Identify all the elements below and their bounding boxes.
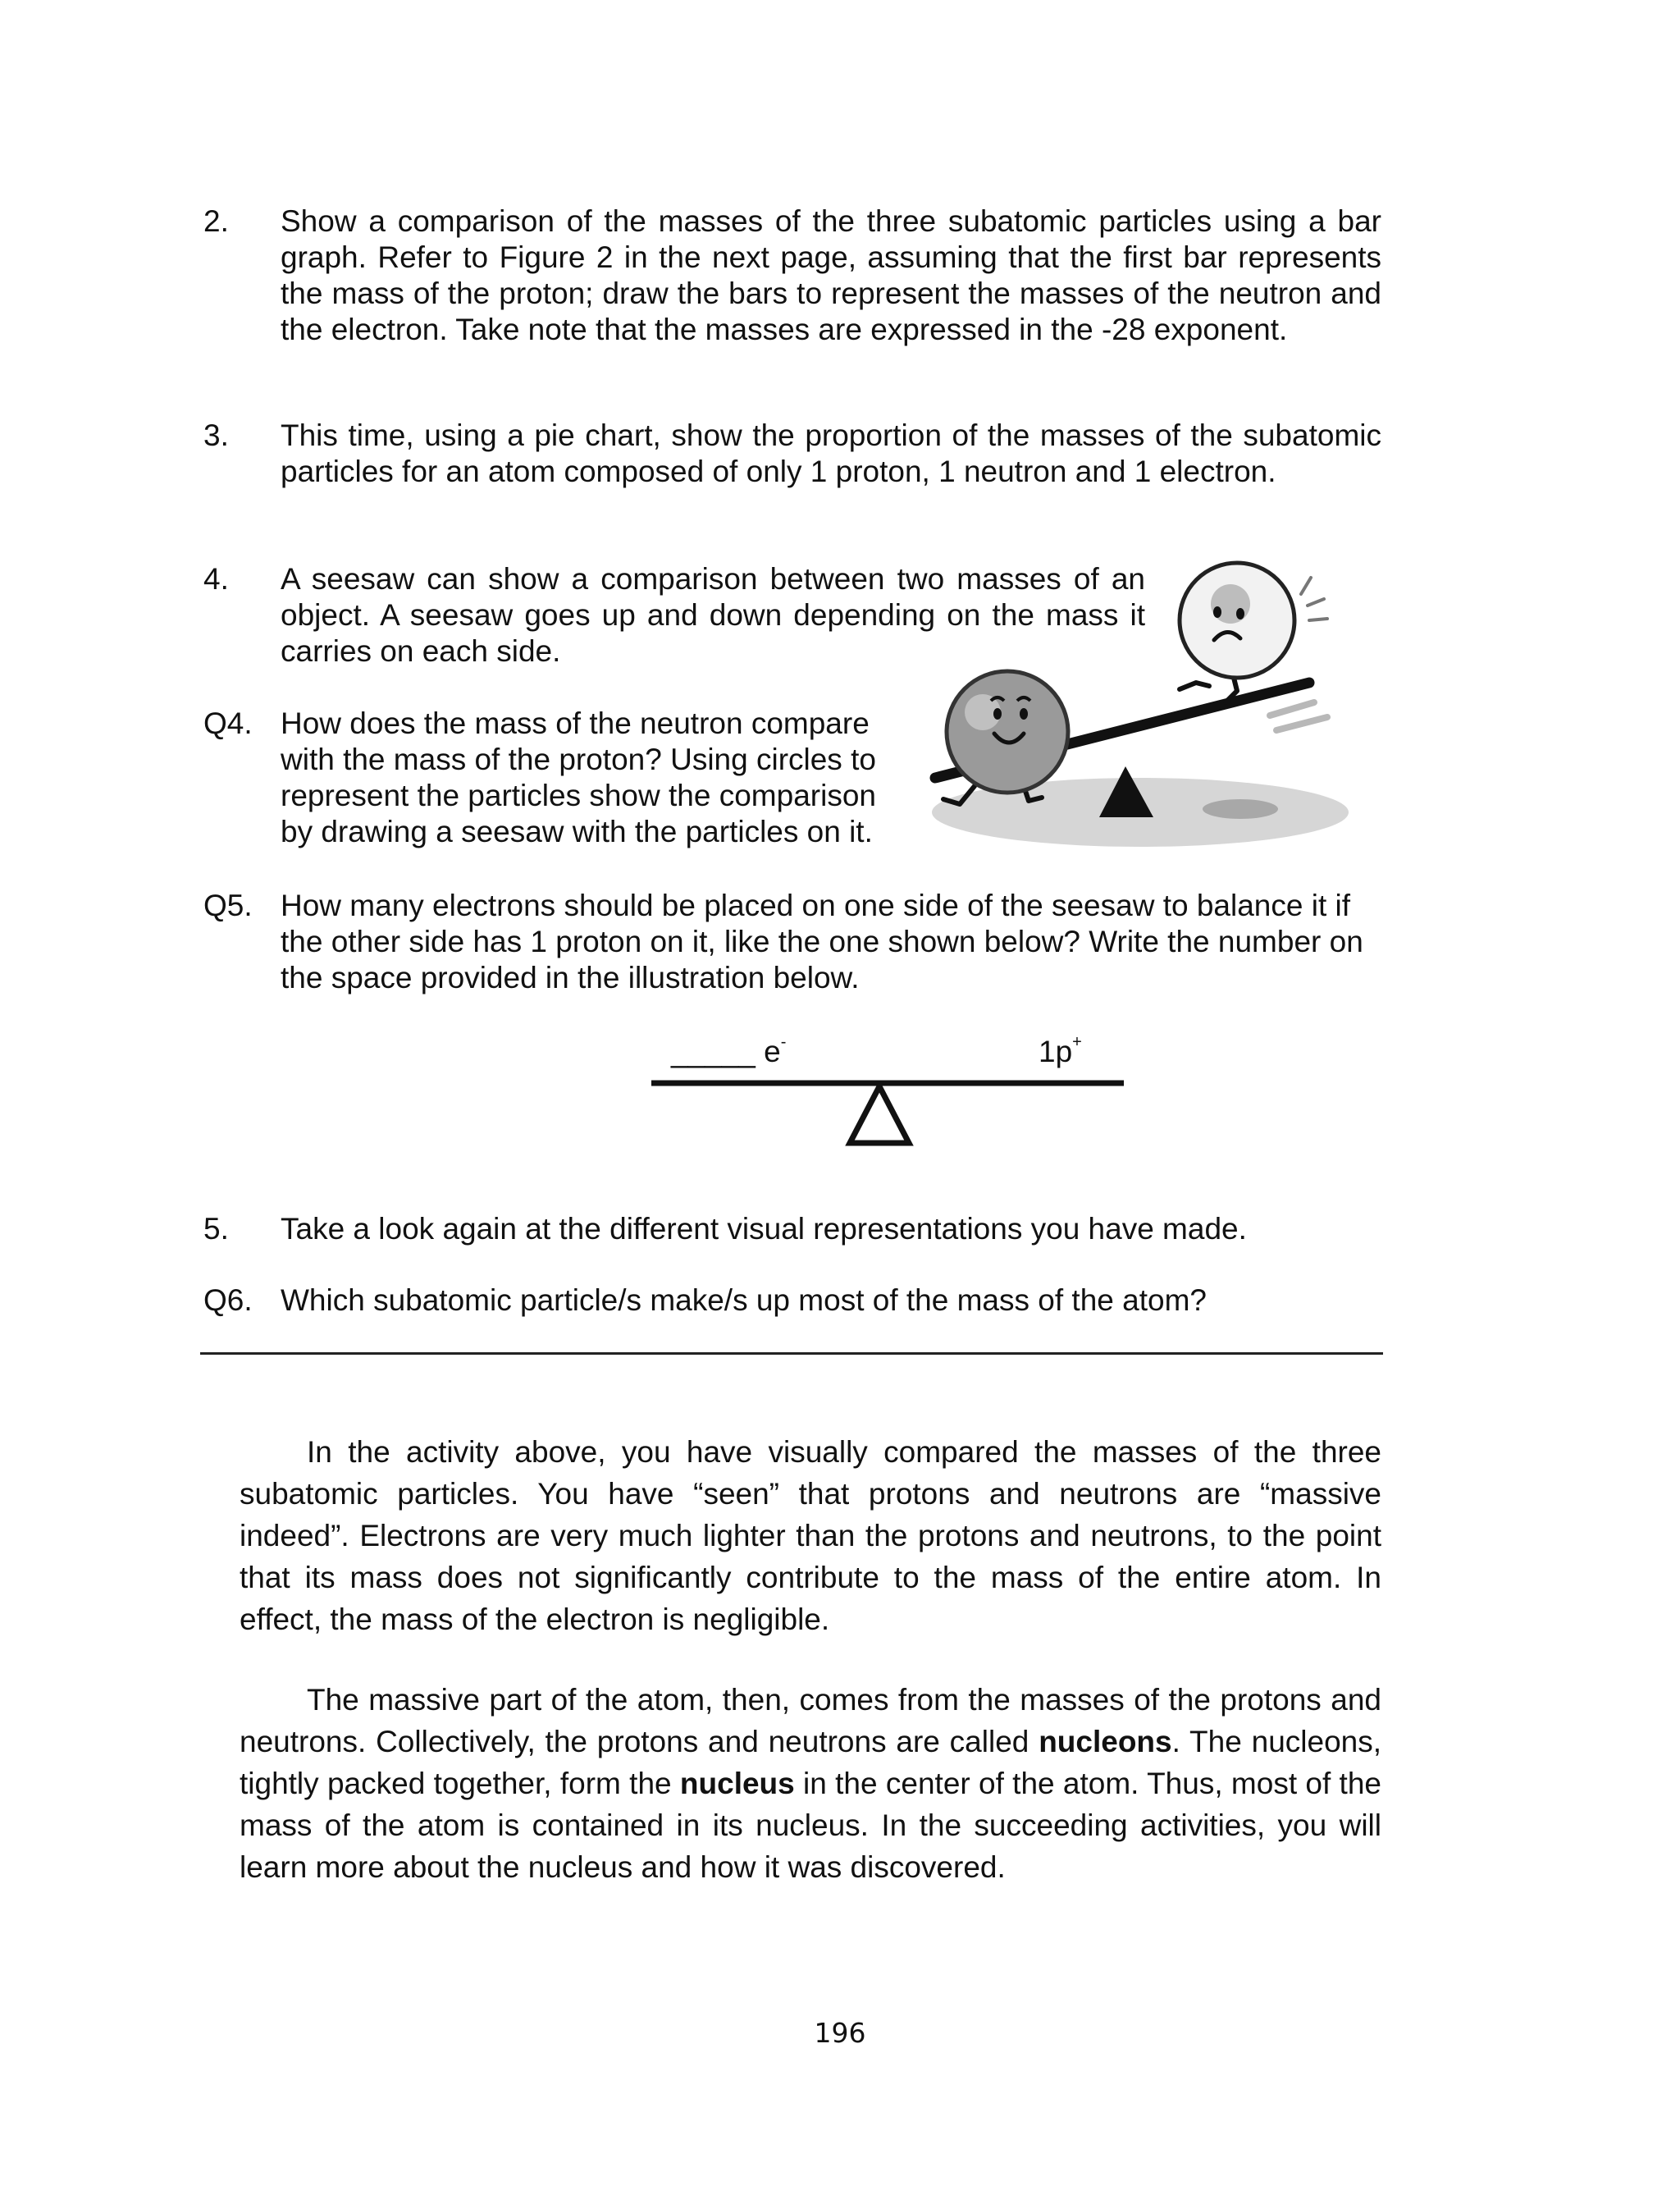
shadow-spot [1203, 799, 1278, 819]
summary-paragraph-1: In the activity above, you have visually compared the masses of the three subatomic particles. You have “seen” that protons and neutrons are “massive indeed”. Electrons are very much lighter than the protons and neutrons, to the point that its mass does not significantly contribute to the mass of the entire atom. In effect, the mass of the electron is negligible. [240, 1435, 1381, 1636]
item-number: 3. [203, 418, 229, 452]
electron-symbol: e [764, 1035, 781, 1068]
question-text: How does the mass of the neutron compare with the mass of the proton? Using circles to represent the particles show the comparison by drawing a seesaw with the particles on it. [281, 706, 876, 848]
term-nucleons: nucleons [1039, 1725, 1172, 1758]
balance-seesaw-diagram [648, 1032, 1132, 1155]
proton-charge: + [1072, 1033, 1082, 1051]
seesaw-illustration [925, 555, 1354, 853]
answer-blank[interactable]: _____ [671, 1035, 756, 1068]
proton-symbol: 1p [1039, 1035, 1073, 1068]
balance-drawing [648, 1032, 1132, 1155]
motion-lines-icon [1270, 702, 1327, 730]
item-text: This time, using a pie chart, show the proportion of the masses of the subatomic particles for an atom composed of only 1 proton, 1 neutron and 1 electron. [281, 418, 1381, 488]
item-text: Show a comparison of the masses of the three subatomic particles using a bar graph. Refer to Figure 2 in the next page, assuming that the first bar represents the mass of the proton; draw the bars to represent the masses of the neutron and the electron. Take note that the masses are expressed in the -28 exponent. [281, 204, 1381, 346]
question-text: Which subatomic particle/s make/s up most of the mass of the atom? [281, 1283, 1207, 1317]
question-number: Q6. [203, 1283, 253, 1317]
item-number: 4. [203, 562, 229, 596]
item-number: 2. [203, 204, 229, 238]
item-text: Take a look again at the different visual representations you have made. [281, 1212, 1247, 1246]
item-number: 5. [203, 1212, 229, 1246]
item-text: A seesaw can show a comparison between two masses of an object. A seesaw goes up and down depending on the mass it carries on each side. [281, 562, 1145, 668]
electron-charge: - [780, 1033, 787, 1051]
question-number: Q4. [203, 706, 253, 740]
answer-line[interactable] [200, 1352, 1383, 1355]
question-number: Q5. [203, 889, 253, 922]
balance-fulcrum-icon [850, 1086, 909, 1143]
page-number: 196 [814, 2017, 866, 2049]
question-text: How many electrons should be placed on one side of the seesaw to balance it if the other side has 1 proton on it, like the one shown below? Write the number on the space provided in the illustration below. [281, 889, 1363, 994]
summary-paragraph-2: The massive part of the atom, then, comes from the masses of the protons and neutrons. Collectively, the protons and neutrons are called nucleons. The nucleons, tightly packed together, form the nucleus in the center of the atom. Thus, most of the mass of the atom is contained in its nucleus. In the succeeding activities, you will learn more about the nucleus and how it was discovered. [240, 1683, 1381, 1884]
term-nucleus: nucleus [679, 1767, 795, 1800]
